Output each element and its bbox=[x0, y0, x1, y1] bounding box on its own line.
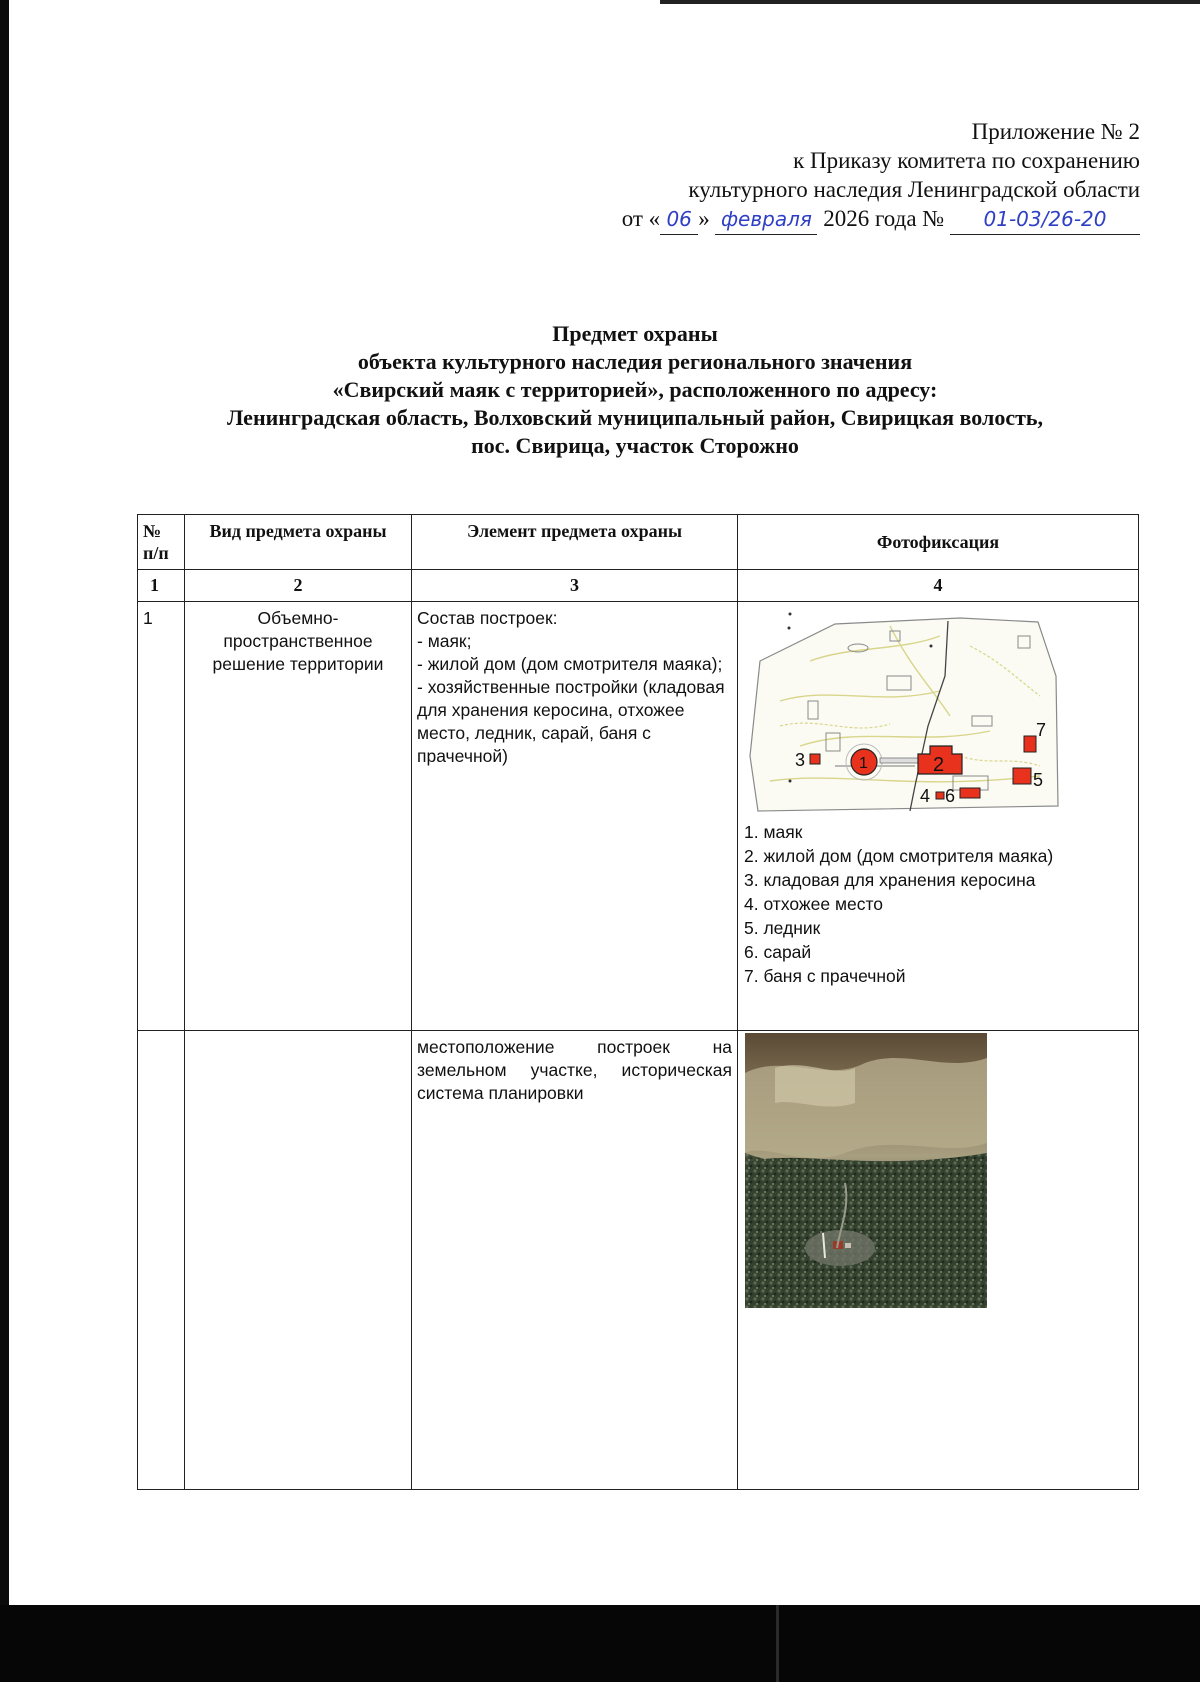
order-number-field bbox=[950, 204, 1140, 235]
table-row bbox=[138, 1031, 1139, 1490]
index-cell: 3 bbox=[412, 570, 738, 602]
legend-item: 3. кладовая для хранения керосина bbox=[744, 870, 1036, 890]
table-header-row bbox=[138, 515, 1139, 570]
order-number-handwritten: 01-03/26-20 bbox=[983, 207, 1107, 231]
plan-legend bbox=[740, 820, 1136, 988]
appendix-line-1: Приложение № 2 bbox=[971, 119, 1140, 144]
appendix-header bbox=[540, 117, 1140, 235]
table-index-row bbox=[138, 570, 1139, 602]
index-cell: 4 bbox=[738, 570, 1139, 602]
legend-item: 2. жилой дом (дом смотрителя маяка) bbox=[744, 846, 1054, 866]
plan-label: 5 bbox=[1033, 770, 1044, 790]
plan-label: 7 bbox=[1036, 720, 1047, 740]
title-line-1: Предмет охраны bbox=[552, 321, 718, 346]
plan-label: 6 bbox=[945, 786, 956, 806]
month-field bbox=[715, 204, 817, 235]
title-line-2: объекта культурного наследия регионального значения bbox=[357, 349, 913, 374]
plan-label: 2 bbox=[933, 754, 945, 776]
element-line: Состав построек: bbox=[417, 608, 558, 628]
date-mid: » bbox=[698, 206, 710, 231]
header-num: № п/п bbox=[138, 515, 185, 570]
index-cell: 2 bbox=[185, 570, 412, 602]
site-plan-svg bbox=[740, 606, 1067, 816]
protection-kind-empty bbox=[185, 1031, 412, 1490]
kerosene-storage-marker bbox=[810, 754, 820, 764]
outhouse-marker bbox=[936, 792, 944, 799]
appendix-line-3: культурного наследия Ленинградской области bbox=[688, 177, 1140, 202]
plan-label: 4 bbox=[920, 786, 931, 806]
header-kind: Вид предмета охраны bbox=[185, 515, 412, 570]
table-row bbox=[138, 602, 1139, 1031]
protection-element: местоположение построек на земельном участке, историческая система планировки bbox=[412, 1031, 738, 1490]
legend-item: 4. отхожее место bbox=[744, 894, 884, 914]
element-line: - маяк; bbox=[417, 631, 472, 651]
plan-label: 3 bbox=[795, 750, 806, 770]
protection-subject-table bbox=[137, 514, 1139, 1490]
scan-left-edge bbox=[0, 0, 9, 1682]
scan-bottom-edge bbox=[0, 1605, 1200, 1682]
icehouse-marker bbox=[1013, 768, 1031, 784]
row-number-empty bbox=[138, 1031, 185, 1490]
bathhouse-marker bbox=[1024, 736, 1036, 752]
barn-marker bbox=[960, 788, 980, 798]
element-line: - хозяйственные постройки (кладовая для хранения керосина, отхожее место, ледник, сарай, баня с прачечной) bbox=[417, 677, 725, 766]
month-handwritten: февраля bbox=[720, 207, 812, 231]
day-field bbox=[660, 204, 698, 235]
legend-item: 6. сарай bbox=[744, 942, 812, 962]
row-number: 1 bbox=[138, 602, 185, 1031]
header-element: Элемент предмета охраны bbox=[412, 515, 738, 570]
date-prefix: от « bbox=[621, 206, 661, 231]
title-line-3: «Свирский маяк с территорией», расположенного по адресу: bbox=[332, 377, 938, 402]
appendix-line-2: к Приказу комитета по сохранению bbox=[793, 148, 1140, 173]
site-plan-figure bbox=[740, 606, 1067, 816]
day-handwritten: 06 bbox=[666, 207, 692, 231]
order-date-line bbox=[540, 204, 1140, 235]
header-photo: Фотофиксация bbox=[738, 515, 1139, 570]
photo-cell bbox=[738, 1031, 1139, 1490]
title-line-5: пос. Свирица, участок Сторожно bbox=[471, 433, 799, 458]
scan-bottom-split bbox=[776, 1605, 779, 1682]
date-suffix: 2026 года № bbox=[823, 206, 945, 231]
scan-top-line bbox=[660, 0, 1200, 4]
protection-element bbox=[412, 602, 738, 1031]
legend-item: 5. ледник bbox=[744, 918, 821, 938]
plan-label: 1 bbox=[859, 755, 868, 772]
legend-item: 7. баня с прачечной bbox=[744, 966, 906, 986]
index-cell: 1 bbox=[138, 570, 185, 602]
aerial-photo bbox=[745, 1033, 987, 1308]
legend-item: 1. маяк bbox=[744, 822, 803, 842]
photo-cell bbox=[738, 602, 1139, 1031]
title-line-4: Ленинградская область, Волховский муниципальный район, Свирицкая волость, bbox=[226, 405, 1044, 430]
document-title bbox=[120, 320, 1150, 460]
element-line: - жилой дом (дом смотрителя маяка); bbox=[417, 654, 723, 674]
protection-kind: Объемно-пространственное решение территории bbox=[185, 602, 412, 1031]
